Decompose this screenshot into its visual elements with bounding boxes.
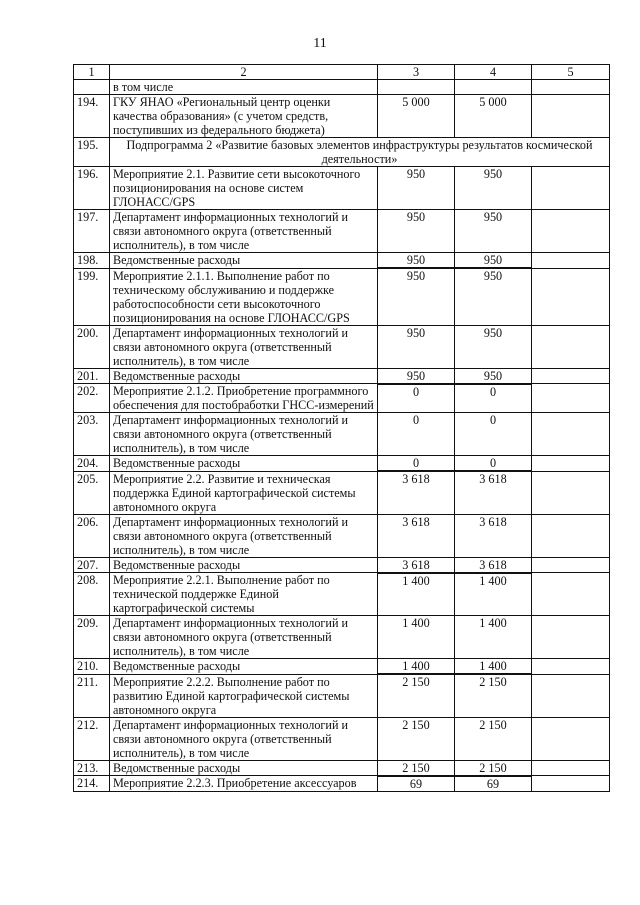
column-header: 3: [378, 65, 455, 80]
row-number: 206.: [74, 514, 110, 557]
row-number: 195.: [74, 138, 110, 167]
row-number: 210.: [74, 659, 110, 675]
row-description: Ведомственные расходы: [110, 456, 378, 472]
table-header-row: [74, 65, 610, 80]
table-row: [74, 674, 610, 717]
value-col-3: 950: [378, 268, 455, 325]
table-row: [74, 717, 610, 760]
value-col-5: [532, 80, 610, 95]
value-col-3: 950: [378, 368, 455, 384]
value-col-5: [532, 760, 610, 776]
value-col-3: 1 400: [378, 616, 455, 659]
table-row: [74, 167, 610, 210]
value-col-5: [532, 413, 610, 456]
row-number: 214.: [74, 776, 110, 792]
row-description: Департамент информационных технологий и связи автономного округа (ответственный исполнитель), в том числе: [110, 514, 378, 557]
row-number: 201.: [74, 368, 110, 384]
row-description: Ведомственные расходы: [110, 368, 378, 384]
value-col-4: 3 618: [455, 514, 532, 557]
value-col-5: [532, 210, 610, 253]
budget-table: [73, 64, 610, 792]
table-row: [74, 384, 610, 413]
table-row: [74, 616, 610, 659]
table-row: [74, 413, 610, 456]
value-col-3: 1 400: [378, 573, 455, 616]
value-col-4: 69: [455, 776, 532, 792]
value-col-4: 950: [455, 325, 532, 368]
row-number: 203.: [74, 413, 110, 456]
row-description: Мероприятие 2.1.1. Выполнение работ по техническому обслуживанию и поддержке работоспособности сети высокоточного позиционирования на основе ГЛОНАСС/GPS: [110, 268, 378, 325]
table-row: [74, 471, 610, 514]
row-number: 211.: [74, 674, 110, 717]
row-number: 209.: [74, 616, 110, 659]
row-description: Департамент информационных технологий и связи автономного округа (ответственный исполнитель), в том числе: [110, 717, 378, 760]
value-col-5: [532, 456, 610, 472]
value-col-4: 3 618: [455, 557, 532, 573]
value-col-4: 950: [455, 368, 532, 384]
value-col-5: [532, 717, 610, 760]
value-col-4: 2 150: [455, 674, 532, 717]
value-col-4: [455, 80, 532, 95]
row-description: Департамент информационных технологий и связи автономного округа (ответственный исполнитель), в том числе: [110, 413, 378, 456]
row-description: Мероприятие 2.2.1. Выполнение работ по технической поддержке Единой картографической системы: [110, 573, 378, 616]
row-description: Ведомственные расходы: [110, 253, 378, 269]
value-col-5: [532, 268, 610, 325]
row-description: Мероприятие 2.2.3. Приобретение аксессуаров: [110, 776, 378, 792]
subprogram-title: Подпрограмма 2 «Развитие базовых элементов инфраструктуры результатов космической деятельности»: [110, 138, 610, 167]
row-number: 198.: [74, 253, 110, 269]
value-col-5: [532, 776, 610, 792]
value-col-4: 950: [455, 167, 532, 210]
value-col-3: 0: [378, 456, 455, 472]
value-col-5: [532, 557, 610, 573]
value-col-3: 0: [378, 413, 455, 456]
row-description: Департамент информационных технологий и связи автономного округа (ответственный исполнитель), в том числе: [110, 325, 378, 368]
value-col-3: 950: [378, 253, 455, 269]
value-col-4: 2 150: [455, 760, 532, 776]
table-row: [74, 210, 610, 253]
table-row: [74, 368, 610, 384]
value-col-5: [532, 659, 610, 675]
row-description: Департамент информационных технологий и связи автономного округа (ответственный исполнитель), в том числе: [110, 616, 378, 659]
row-number: [74, 80, 110, 95]
value-col-3: 950: [378, 167, 455, 210]
value-col-4: 5 000: [455, 95, 532, 138]
row-description: ГКУ ЯНАО «Региональный центр оценки качества образования» (с учетом средств, поступивших из федерального бюджета): [110, 95, 378, 138]
value-col-4: 0: [455, 456, 532, 472]
value-col-4: 0: [455, 413, 532, 456]
column-header: 4: [455, 65, 532, 80]
row-number: 208.: [74, 573, 110, 616]
column-header: 1: [74, 65, 110, 80]
row-description: Ведомственные расходы: [110, 659, 378, 675]
value-col-5: [532, 167, 610, 210]
value-col-5: [532, 368, 610, 384]
table-row: [74, 514, 610, 557]
row-description: Ведомственные расходы: [110, 760, 378, 776]
row-number: 196.: [74, 167, 110, 210]
value-col-3: 950: [378, 210, 455, 253]
value-col-3: 2 150: [378, 760, 455, 776]
row-number: 213.: [74, 760, 110, 776]
row-number: 207.: [74, 557, 110, 573]
value-col-3: 3 618: [378, 471, 455, 514]
table-row: [74, 325, 610, 368]
table-row: [74, 456, 610, 472]
value-col-5: [532, 253, 610, 269]
row-number: 212.: [74, 717, 110, 760]
value-col-4: 950: [455, 210, 532, 253]
table-row: [74, 776, 610, 792]
row-number: 202.: [74, 384, 110, 413]
row-number: 200.: [74, 325, 110, 368]
value-col-3: 2 150: [378, 717, 455, 760]
row-number: 194.: [74, 95, 110, 138]
value-col-5: [532, 573, 610, 616]
row-description: в том числе: [110, 80, 378, 95]
value-col-4: 950: [455, 253, 532, 269]
value-col-4: 2 150: [455, 717, 532, 760]
page-number: 11: [313, 36, 327, 51]
value-col-4: 3 618: [455, 471, 532, 514]
budget-table-body: [74, 65, 610, 792]
value-col-4: 1 400: [455, 659, 532, 675]
table-row: [74, 95, 610, 138]
value-col-3: [378, 80, 455, 95]
table-row: [74, 253, 610, 269]
table-row: [74, 659, 610, 675]
value-col-3: 69: [378, 776, 455, 792]
table-row: [74, 760, 610, 776]
value-col-4: 1 400: [455, 573, 532, 616]
row-number: 205.: [74, 471, 110, 514]
value-col-5: [532, 674, 610, 717]
column-header: 5: [532, 65, 610, 80]
value-col-3: 950: [378, 325, 455, 368]
value-col-5: [532, 384, 610, 413]
value-col-3: 0: [378, 384, 455, 413]
value-col-5: [532, 95, 610, 138]
row-number: 199.: [74, 268, 110, 325]
row-number: 204.: [74, 456, 110, 472]
value-col-5: [532, 616, 610, 659]
table-row: [74, 138, 610, 167]
value-col-3: 1 400: [378, 659, 455, 675]
row-description: Мероприятие 2.2.2. Выполнение работ по развитию Единой картографической системы автономного округа: [110, 674, 378, 717]
table-row: [74, 268, 610, 325]
value-col-5: [532, 325, 610, 368]
row-description: Мероприятие 2.1.2. Приобретение программного обеспечения для постобработки ГНСС-измерений: [110, 384, 378, 413]
value-col-3: 3 618: [378, 557, 455, 573]
value-col-4: 950: [455, 268, 532, 325]
row-number: 197.: [74, 210, 110, 253]
value-col-3: 3 618: [378, 514, 455, 557]
value-col-4: 1 400: [455, 616, 532, 659]
row-description: Мероприятие 2.2. Развитие и техническая поддержка Единой картографической системы автономного округа: [110, 471, 378, 514]
row-description: Мероприятие 2.1. Развитие сети высокоточного позиционирования на основе систем ГЛОНАСС/GPS: [110, 167, 378, 210]
table-row: [74, 573, 610, 616]
table-row: [74, 557, 610, 573]
value-col-5: [532, 514, 610, 557]
value-col-4: 0: [455, 384, 532, 413]
value-col-5: [532, 471, 610, 514]
row-description: Департамент информационных технологий и связи автономного округа (ответственный исполнитель), в том числе: [110, 210, 378, 253]
value-col-3: 2 150: [378, 674, 455, 717]
value-col-3: 5 000: [378, 95, 455, 138]
table-row: [74, 80, 610, 95]
row-description: Ведомственные расходы: [110, 557, 378, 573]
column-header: 2: [110, 65, 378, 80]
